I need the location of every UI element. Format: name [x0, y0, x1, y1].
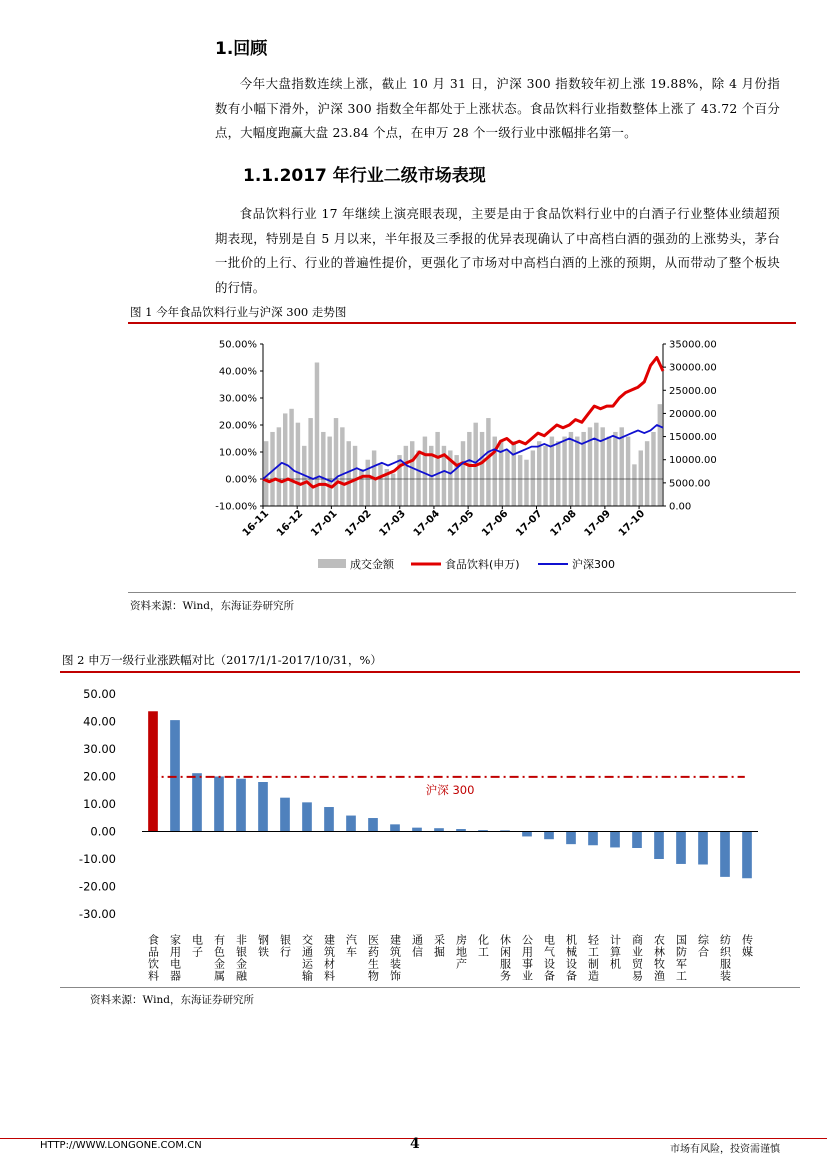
industry-bar	[214, 777, 224, 832]
category-label: 房地产	[454, 934, 468, 970]
volume-bar	[620, 427, 624, 506]
volume-bar	[467, 432, 471, 506]
volume-bar	[397, 455, 401, 506]
x-tick-label: 17-01	[309, 508, 340, 539]
volume-bar	[308, 418, 312, 506]
x-tick-label: 17-08	[548, 508, 579, 539]
industry-bar	[346, 816, 356, 832]
industry-bar	[654, 832, 664, 860]
volume-bar	[346, 441, 350, 506]
section-heading: 1.回顾	[215, 39, 268, 59]
volume-bar	[334, 418, 338, 506]
volume-bar	[658, 404, 662, 506]
y-tick-label: 30.00	[83, 742, 116, 756]
category-label: 休闲服务	[498, 934, 512, 982]
y-right-tick-label: 30000.00	[669, 362, 717, 374]
paragraph-text: 食品饮料行业 17 年继续上演亮眼表现，主要是由于食品饮料行业中的白酒子行业整体业绩超预期表现，特别是自 5 月以来，半年报及三季报的优异表现确认了中高档白酒的强劲的上涨势头，茅台一批价的上行、行业的普遍性提价，更强化了市场对中高档白酒的上涨的预期，从而带动了整个板块的行情。	[215, 206, 780, 295]
y-tick-label: -20.00	[78, 879, 116, 894]
volume-bar	[607, 437, 611, 506]
category-label: 通信	[410, 934, 424, 958]
x-tick-label: 17-03	[377, 508, 408, 539]
volume-bar	[461, 441, 465, 506]
intro-paragraph	[215, 72, 780, 146]
volume-bar	[416, 450, 420, 506]
industry-bar	[566, 832, 576, 845]
category-label: 传媒	[740, 934, 754, 958]
volume-bar	[404, 446, 408, 506]
y-right-tick-label: 5000.00	[669, 478, 711, 490]
volume-bar	[594, 423, 598, 506]
category-label: 采掘	[432, 934, 446, 958]
legend-label: 食品饮料(申万)	[445, 558, 520, 571]
category-label: 建筑材料	[322, 934, 336, 982]
figure2-caption: 图 2 申万一级行业涨跌幅对比（2017/1/1-2017/10/31，%）	[62, 653, 382, 667]
category-label: 电气设备	[542, 934, 556, 982]
volume-bar	[353, 446, 357, 506]
industry-bar	[632, 832, 642, 849]
industry-bar	[676, 832, 686, 864]
y-left-tick-label: 30.00%	[218, 393, 257, 405]
category-label: 汽车	[344, 934, 358, 958]
volume-bar	[264, 441, 268, 506]
volume-bar	[410, 441, 414, 506]
x-tick-label: 17-09	[582, 508, 614, 539]
category-label: 公用事业	[520, 934, 534, 982]
industry-bar	[280, 798, 290, 832]
industry-bar	[742, 832, 752, 879]
industry-bar	[522, 832, 532, 837]
footer-url[interactable]: HTTP://WWW.LONGONE.COM.CN	[40, 1140, 202, 1151]
x-tick-label: 16-11	[240, 508, 272, 539]
category-label: 化工	[476, 934, 490, 958]
y-left-tick-label: 40.00%	[218, 366, 257, 378]
footer-disclaimer: 市场有风险，投资需谨慎	[670, 1144, 780, 1155]
industry-bar	[588, 832, 598, 846]
industry-bar	[148, 711, 158, 831]
volume-bar	[575, 437, 579, 506]
y-left-tick-label: 10.00%	[218, 447, 257, 459]
figure1-bottom-rule	[128, 592, 796, 593]
industry-bar-chart	[60, 676, 800, 986]
legend-label: 沪深300	[572, 558, 615, 571]
figure2-top-rule	[60, 671, 800, 673]
volume-bar	[340, 427, 344, 506]
industry-bar	[390, 824, 400, 831]
industry-bar	[412, 828, 422, 832]
category-label: 医药生物	[366, 934, 380, 982]
volume-bar	[378, 464, 382, 506]
figure1-source: 资料来源：Wind，东海证券研究所	[130, 600, 294, 612]
volume-bar	[632, 464, 636, 506]
legend-swatch-volume	[318, 559, 346, 568]
volume-bar	[283, 413, 287, 506]
category-label: 计算机	[608, 934, 622, 970]
y-right-tick-label: 20000.00	[669, 408, 717, 420]
volume-bar	[327, 437, 331, 506]
industry-bar	[720, 832, 730, 877]
volume-bar	[524, 460, 528, 506]
paragraph-text: 今年大盘指数连续上涨，截止 10 月 31 日，沪深 300 指数较年初上涨 19.88%，除 4 月份指数有小幅下滑外，沪深 300 指数全年都处于上涨状态。食品饮料行业指数整体上涨了 43.72 个百分点，大幅度跑赢大盘 23.84 个点，在申万 28 个一级行业中涨幅排名第一。	[215, 76, 780, 140]
volume-bar	[512, 441, 516, 506]
category-label: 商业贸易	[630, 934, 644, 982]
y-tick-label: 40.00	[83, 714, 116, 729]
volume-bar	[518, 455, 522, 506]
y-left-tick-label: 50.00%	[218, 339, 257, 351]
y-left-tick-label: 0.00%	[225, 474, 257, 486]
volume-bar	[651, 432, 655, 506]
y-tick-label: 50.00	[83, 687, 116, 701]
body-paragraph	[215, 202, 780, 300]
x-tick-label: 17-07	[514, 508, 545, 539]
x-tick-label: 17-10	[616, 508, 648, 539]
x-tick-label: 17-06	[480, 508, 511, 539]
x-tick-label: 17-02	[343, 508, 374, 539]
volume-bar	[366, 460, 370, 506]
category-label: 综合	[696, 934, 710, 958]
figure1-caption: 图 1 今年食品饮料行业与沪深 300 走势图	[130, 305, 347, 319]
industry-bar	[698, 832, 708, 865]
y-tick-label: 0.00	[90, 824, 116, 839]
reference-line-label: 沪深 300	[425, 782, 475, 797]
category-label: 有色金属	[212, 934, 226, 982]
industry-bar	[236, 779, 246, 832]
y-tick-label: -30.00	[78, 907, 116, 921]
y-right-tick-label: 35000.00	[669, 339, 717, 351]
category-label: 银行	[278, 934, 292, 958]
volume-bar	[569, 432, 573, 506]
volume-bar	[556, 441, 560, 506]
y-right-tick-label: 10000.00	[669, 455, 717, 467]
industry-bar	[192, 773, 202, 831]
volume-bar	[562, 437, 566, 506]
category-label: 建筑装饰	[388, 934, 402, 982]
volume-bar	[543, 446, 547, 506]
legend-label: 成交金额	[350, 558, 394, 571]
trend-chart	[128, 326, 796, 590]
category-label: 电子	[190, 934, 204, 958]
volume-bar	[359, 469, 363, 506]
category-label: 轻工制造	[586, 934, 600, 982]
volume-bar	[321, 432, 325, 506]
volume-bar	[645, 441, 649, 506]
category-label: 非银金融	[234, 934, 248, 982]
y-right-tick-label: 0.00	[669, 501, 692, 513]
y-tick-label: 20.00	[83, 769, 116, 784]
volume-bar	[486, 418, 490, 506]
volume-bar	[505, 450, 509, 506]
volume-bar	[639, 450, 643, 506]
category-label: 纺织服装	[718, 934, 732, 982]
industry-bar	[302, 802, 312, 831]
industry-bar	[258, 782, 268, 832]
category-label: 机械设备	[564, 934, 578, 982]
figure2-bottom-rule	[60, 987, 800, 988]
category-label: 家用电器	[168, 934, 182, 982]
volume-bar	[423, 437, 427, 506]
y-right-tick-label: 25000.00	[669, 385, 717, 397]
x-tick-label: 16-12	[274, 508, 306, 539]
x-tick-label: 17-05	[445, 508, 477, 539]
volume-bar	[289, 409, 293, 506]
industry-bar	[610, 832, 620, 848]
volume-bar	[537, 441, 541, 506]
industry-bar	[544, 832, 554, 840]
subsection-heading: 1.1.2017 年行业二级市场表现	[243, 166, 486, 186]
volume-bar	[435, 432, 439, 506]
figure2-source: 资料来源：Wind，东海证券研究所	[90, 994, 254, 1006]
category-label: 农林牧渔	[652, 934, 666, 982]
category-label: 交通运输	[300, 934, 314, 982]
industry-bar	[368, 818, 378, 831]
industry-bar	[170, 720, 180, 831]
y-tick-label: 10.00	[83, 797, 116, 811]
y-tick-label: -10.00	[78, 852, 116, 866]
volume-bar	[296, 423, 300, 506]
category-label: 食品饮料	[146, 934, 160, 982]
volume-bar	[626, 437, 630, 506]
volume-bar	[531, 450, 535, 506]
volume-bar	[391, 474, 395, 506]
volume-bar	[480, 432, 484, 506]
figure1-top-rule	[128, 322, 796, 324]
volume-bar	[613, 432, 617, 506]
y-left-tick-label: -10.00%	[215, 501, 257, 513]
y-right-tick-label: 15000.00	[669, 432, 717, 444]
y-left-tick-label: 20.00%	[218, 420, 257, 432]
category-label: 国防军工	[674, 934, 688, 982]
x-tick-label: 17-04	[411, 508, 443, 539]
page-number: 4	[410, 1136, 420, 1152]
industry-bar	[324, 807, 334, 831]
category-label: 钢铁	[256, 934, 270, 958]
